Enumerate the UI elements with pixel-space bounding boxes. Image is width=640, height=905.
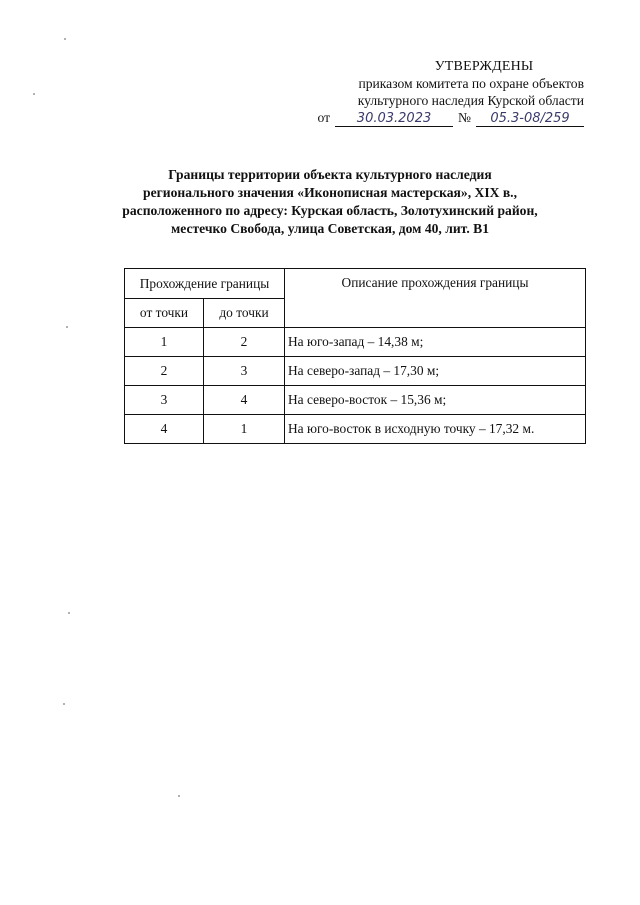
description-cell: На северо-запад – 17,30 м; xyxy=(285,357,586,386)
table-row xyxy=(125,415,586,444)
approval-line-2: культурного наследия Курской области xyxy=(357,93,584,108)
scan-speck xyxy=(68,612,70,614)
scan-speck xyxy=(33,93,35,95)
boundary-table xyxy=(124,268,586,444)
description-cell: На юго-запад – 14,38 м; xyxy=(285,328,586,357)
heading-line-4: местечко Свобода, улица Советская, дом 40, лит. В1 xyxy=(170,221,490,236)
from-point-cell: 1 xyxy=(125,328,204,357)
to-point-cell: 1 xyxy=(204,415,285,444)
approval-title: УТВЕРЖДЕНЫ xyxy=(434,59,534,74)
date-prefix: от xyxy=(317,110,331,125)
heading-line-3: расположенного по адресу: Курская область, Золотухинский район, xyxy=(122,203,538,218)
scan-speck xyxy=(66,326,68,328)
scan-speck xyxy=(178,795,180,797)
table-row xyxy=(125,386,586,415)
handwritten-date: 30.03.2023 xyxy=(335,112,453,127)
approval-block xyxy=(314,58,584,127)
to-point-cell: 2 xyxy=(204,328,285,357)
from-point-header: от точки xyxy=(125,299,204,328)
approval-order-line xyxy=(314,109,584,127)
table-row xyxy=(125,357,586,386)
table-row xyxy=(125,328,586,357)
description-cell: На северо-восток – 15,36 м; xyxy=(285,386,586,415)
scan-speck xyxy=(64,38,66,40)
number-prefix: № xyxy=(458,110,471,125)
from-point-cell: 2 xyxy=(125,357,204,386)
to-point-cell: 3 xyxy=(204,357,285,386)
heading-line-1: Границы территории объекта культурного наследия xyxy=(168,167,492,182)
to-point-header: до точки xyxy=(204,299,285,328)
from-point-cell: 4 xyxy=(125,415,204,444)
scan-speck xyxy=(63,703,65,705)
approval-line-1: приказом комитета по охране объектов xyxy=(358,76,584,91)
document-heading xyxy=(80,166,580,238)
heading-line-2: регионального значения «Иконописная мастерская», XIX в., xyxy=(143,185,517,200)
description-header: Описание прохождения границы xyxy=(285,269,586,328)
to-point-cell: 4 xyxy=(204,386,285,415)
description-cell: На юго-восток в исходную точку – 17,32 м. xyxy=(285,415,586,444)
from-point-cell: 3 xyxy=(125,386,204,415)
group-header: Прохождение границы xyxy=(125,269,285,299)
handwritten-order-number: 05.3-08/259 xyxy=(476,112,584,127)
